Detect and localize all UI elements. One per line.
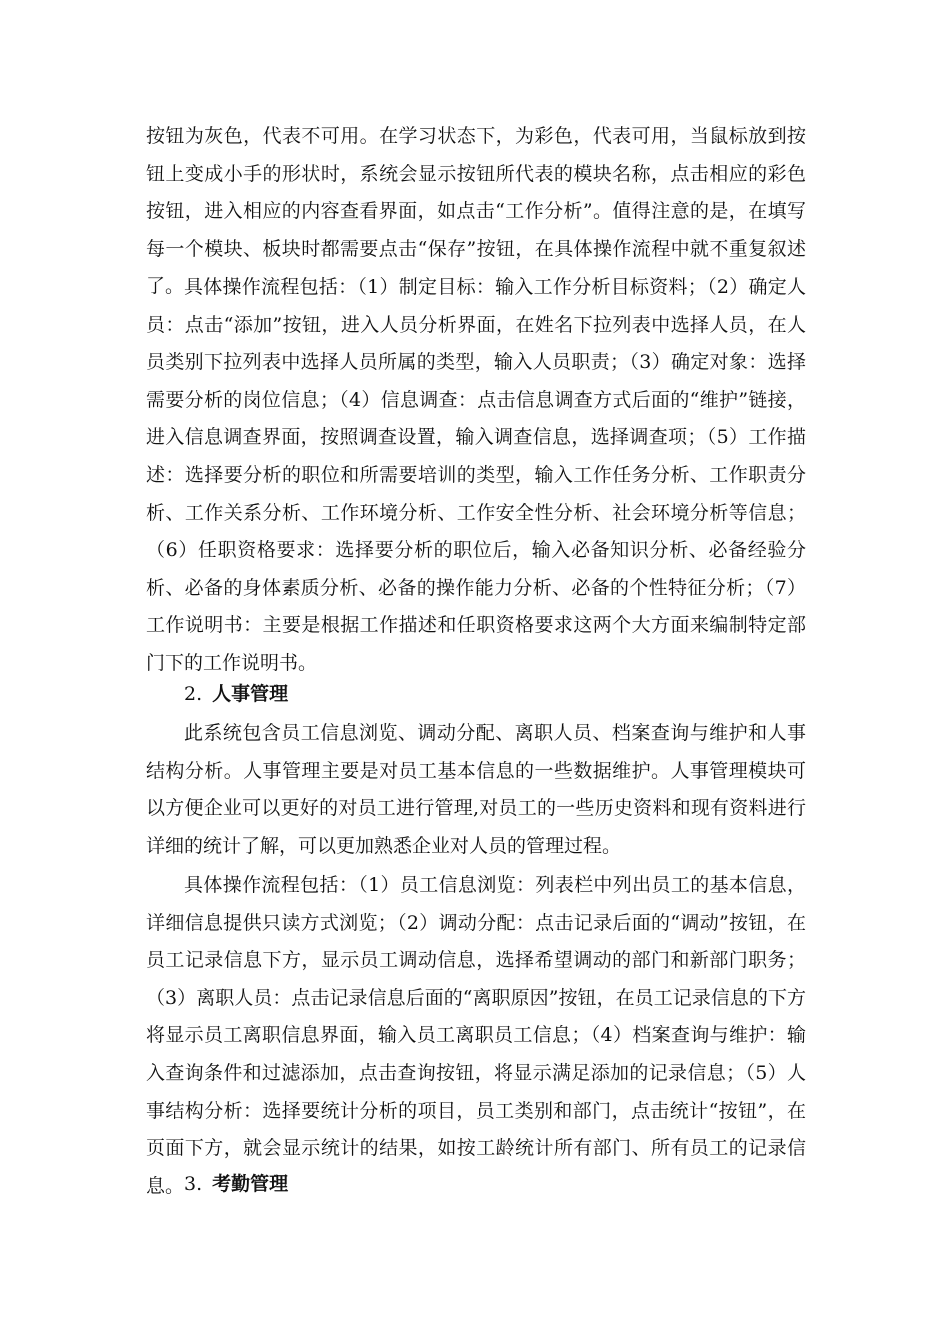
section-title: 人事管理	[212, 683, 289, 705]
section-heading-personnel	[184, 676, 288, 714]
paragraph-personnel-steps: 具体操作流程包括：（1）员工信息浏览：列表栏中列出员工的基本信息，详细信息提供只读方式浏览；（2）调动分配：点击记录后面的“调动”按钮，在员工记录信息下方，显示员工调动信息，选择希望调动的部门和新部门职务；（3）离职人员：点击记录信息后面的“离职原因”按钮，在员工记录信息的下方将显示员工离职信息界面，输入员工离职员工信息；（4）档案查询与维护：输入查询条件和过滤添加，点击查询按钮，将显示满足添加的记录信息；（5）人事结构分析：选择要统计分析的项目，员工类别和部门，点击统计“按钮”，在页面下方，就会显示统计的结果，如按工龄统计所有部门、所有员工的记录信息。	[146, 874, 806, 1197]
section-number: 2.	[184, 683, 203, 705]
section-heading-attendance	[184, 1166, 288, 1204]
section-title: 考勤管理	[212, 1173, 289, 1195]
paragraph-personnel-overview: 此系统包含员工信息浏览、调动分配、离职人员、档案查询与维护和人事结构分析。人事管理主要是对员工基本信息的一些数据维护。人事管理模块可以方便企业可以更好的对员工进行管理,对员工的一些历史资料和现有资料进行详细的统计了解，可以更加熟悉企业对人员的管理过程。	[146, 722, 806, 857]
paragraph-button-states: 按钮为灰色，代表不可用。在学习状态下，为彩色，代表可用，当鼠标放到按钮上变成小手的形状时，系统会显示按钮所代表的模块名称，点击相应的彩色按钮，进入相应的内容查看界面，如点击“工作分析”。值得注意的是，在填写每一个模块、板块时都需要点击“保存”按钮，在具体操作流程中就不重复叙述了。	[146, 125, 806, 298]
paragraph-job-analysis-steps: 具体操作流程包括：（1）制定目标：输入工作分析目标资料；（2）确定人员：点击“添加”按钮，进入人员分析界面，在姓名下拉列表中选择人员，在人员类别下拉列表中选择人员所属的类型，输入人员职责；（3）确定对象：选择需要分析的岗位信息；（4）信息调查：点击信息调查方式后面的“维护”链接，进入信息调查界面，按照调查设置，输入调查信息，选择调查项；（5）工作描述：选择要分析的职位和所需要培训的类型，输入工作任务分析、工作职责分析、工作关系分析、工作环境分析、工作安全性分析、社会环境分析等信息；（6）任职资格要求：选择要分析的职位后，输入必备知识分析、必备经验分析、必备的身体素质分析、必备的操作能力分析、必备的个性特征分析；（7）工作说明书：主要是根据工作描述和任职资格要求这两个大方面来编制特定部门下的工作说明书。	[146, 276, 806, 674]
section-number: 3.	[184, 1173, 203, 1195]
